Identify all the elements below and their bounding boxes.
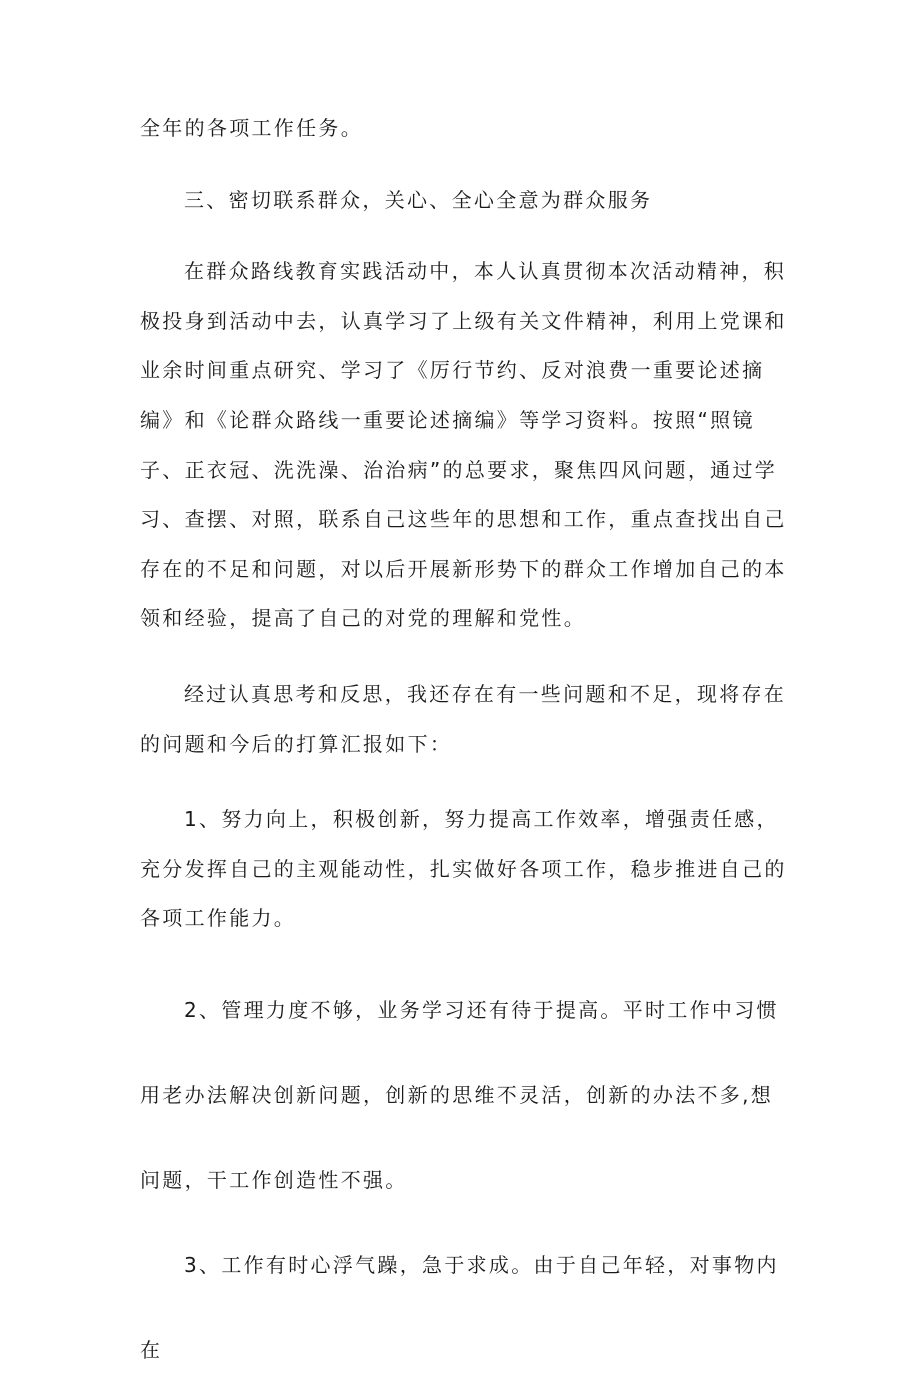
section-heading: 三、密切联系群众，关心、全心全意为群众服务: [184, 187, 653, 212]
paragraph-reflection: 经过认真思考和反思，我还存在有一些问题和不足，现将存在的问题和今后的打算汇报如下：: [140, 681, 787, 756]
paragraph-activity: 在群众路线教育实践活动中，本人认真贯彻本次活动精神，积极投身到活动中去，认真学习了上级有关文件精神，利用上党课和业余时间重点研究、学习了《厉行节约、反对浪费一重要论述摘编》和《论群众路线一重要论述摘编》等学习资料。按照“照镜子、正衣冠、洗洗澡、治治病”的总要求，聚焦四风问题，通过学习、查摆、对照，联系自己这些年的思想和工作，重点查找出自己存在的不足和问题，对以后开展新形势下的群众工作增加自己的本领和经验，提高了自己的对党的理解和党性。: [140, 259, 787, 631]
list-item-1: 1、努力向上，积极创新，努力提高工作效率，增强责任感，充分发挥自己的主观能动性，扎实做好各项工作，稳步推进自己的各项工作能力。: [140, 807, 787, 931]
list-item-3: 3、工作有时心浮气躁，急于求成。由于自己年轻，对事物内在: [140, 1252, 779, 1362]
paragraph-continuation: 全年的各项工作任务。: [140, 116, 363, 140]
document-body: [140, 104, 790, 1393]
list-item-2: 2、管理力度不够，业务学习还有待于提高。平时工作中习惯用老办法解决创新问题，创新的思维不灵活，创新的办法不多,想问题，干工作创造性不强。: [140, 997, 779, 1192]
